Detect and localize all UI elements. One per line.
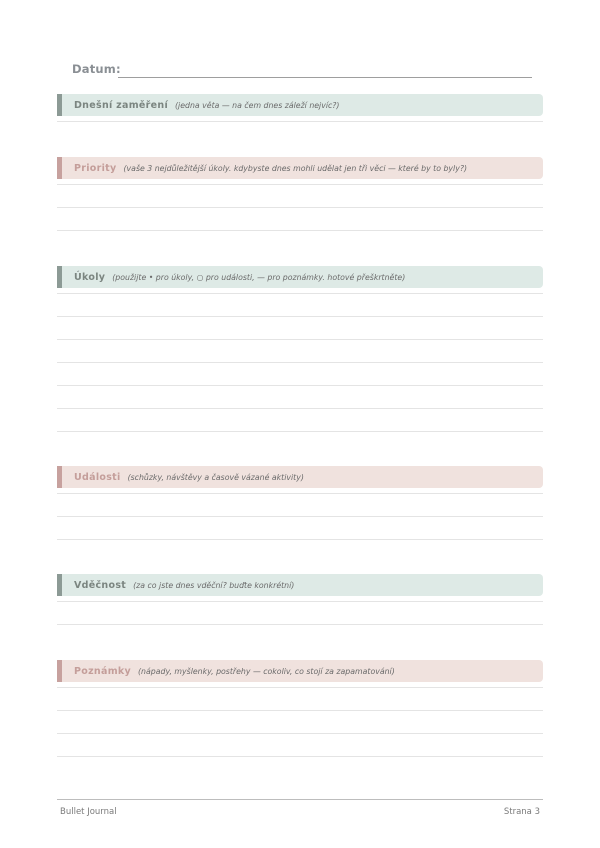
- section-events: [57, 466, 543, 540]
- writing-line[interactable]: [57, 294, 543, 317]
- section-title: Poznámky: [74, 665, 132, 677]
- writing-line[interactable]: [57, 116, 543, 122]
- footer-divider: [57, 799, 543, 800]
- section-hint: (nápady, myšlenky, postřehy — cokoliv, co stojí za zapamatování): [138, 666, 395, 676]
- section-header-tasks: [57, 266, 543, 288]
- writing-line[interactable]: [57, 517, 543, 540]
- writing-line[interactable]: [57, 409, 543, 432]
- writing-line[interactable]: [57, 688, 543, 711]
- section-title: Dnešní zaměření: [74, 99, 169, 111]
- section-accent-bar: [57, 157, 62, 179]
- section-hint: (schůzky, návštěvy a časově vázané aktivity): [127, 472, 304, 482]
- date-row: [72, 62, 532, 80]
- section-title: Priority: [74, 162, 117, 174]
- section-accent-bar: [57, 94, 62, 116]
- writing-line[interactable]: [57, 340, 543, 363]
- writing-line[interactable]: [57, 208, 543, 231]
- section-header-priority: [57, 157, 543, 179]
- section-hint: (za co jste dnes vděční? buďte konkrétní): [133, 580, 295, 590]
- section-header-gratitude: [57, 574, 543, 596]
- writing-line[interactable]: [57, 317, 543, 340]
- section-header-events: [57, 466, 543, 488]
- writing-line[interactable]: [57, 711, 543, 734]
- section-accent-bar: [57, 466, 62, 488]
- writing-lines: [57, 288, 543, 432]
- section-hint: (použijte • pro úkoly, ○ pro události, — pro poznámky. hotové přeškrtněte): [112, 272, 406, 282]
- section-header-focus: [57, 94, 543, 116]
- writing-line[interactable]: [57, 363, 543, 386]
- section-tasks: [57, 266, 543, 432]
- section-hint: (vaše 3 nejdůležitější úkoly. kdybyste dnes mohli udělat jen tři věci — které by to byly?): [123, 163, 468, 173]
- section-accent-bar: [57, 574, 62, 596]
- date-label: Datum:: [72, 62, 121, 76]
- footer-page-number: Strana 3: [503, 807, 540, 817]
- section-focus: [57, 94, 543, 122]
- writing-line[interactable]: [57, 602, 543, 625]
- section-priority: [57, 157, 543, 231]
- writing-lines: [57, 116, 543, 122]
- writing-lines: [57, 488, 543, 540]
- section-header-notes: [57, 660, 543, 682]
- section-notes: [57, 660, 543, 757]
- writing-line[interactable]: [57, 494, 543, 517]
- writing-lines: [57, 596, 543, 625]
- writing-line[interactable]: [57, 734, 543, 757]
- writing-line[interactable]: [57, 185, 543, 208]
- writing-lines: [57, 682, 543, 757]
- section-accent-bar: [57, 660, 62, 682]
- section-gratitude: [57, 574, 543, 625]
- writing-lines: [57, 179, 543, 231]
- section-title: Události: [74, 471, 121, 483]
- section-accent-bar: [57, 266, 62, 288]
- writing-line[interactable]: [57, 386, 543, 409]
- date-input-line[interactable]: [118, 77, 532, 78]
- section-hint: (jedna věta — na čem dnes záleží nejvíc?): [175, 100, 340, 110]
- footer-journal-name: Bullet Journal: [60, 807, 117, 817]
- section-title: Vděčnost: [74, 579, 127, 591]
- section-title: Úkoly: [74, 271, 106, 283]
